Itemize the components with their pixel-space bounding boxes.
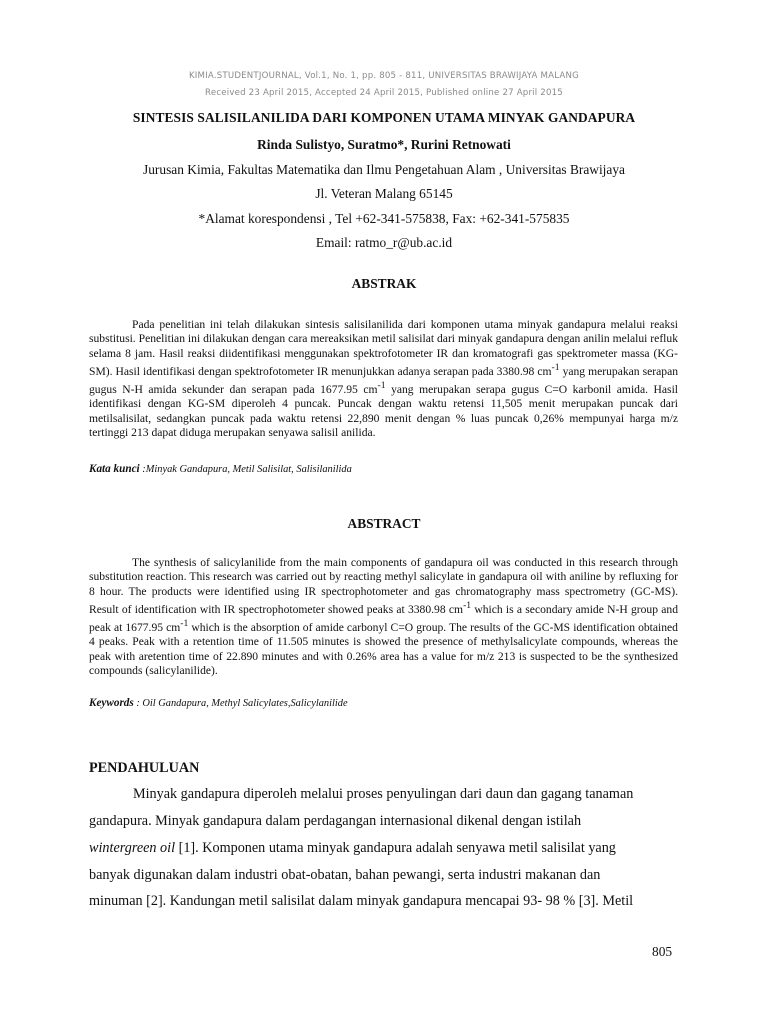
- abstract-text-2: which is a secondary amide N-H group and peak at 1677.95 cm: [89, 602, 678, 634]
- intro-line-3-text: [1]. Komponen utama minyak gandapura adalah senyawa metil salisilat yang: [175, 840, 616, 856]
- intro-line-3: [89, 835, 678, 862]
- kata-kunci-label: Kata kunci: [89, 463, 140, 475]
- correspondence-email: Email: ratmo_r@ub.ac.id: [315, 235, 453, 250]
- abstract-superscript-1: -1: [463, 599, 472, 611]
- abstract-superscript-2: -1: [180, 618, 189, 630]
- intro-line-1-text: Minyak gandapura diperoleh melalui proses penyulingan dari daun dan gagang tanaman: [133, 786, 634, 802]
- journal-header-line: KIMIA.STUDENTJOURNAL, Vol.1, No. 1, pp. 805 - 811, UNIVERSITAS BRAWIJAYA MALANG: [188, 71, 580, 81]
- intro-line-4: banyak digunakan dalam industri obat-obatan, bahan pewangi, serta industri makanan dan: [89, 867, 601, 883]
- abstract-text-3: which is the absorption of amide carbonyl C=O group. The results of the GC-MS identification obtained 4 peaks. Peak with a retention time of 11.505 minutes is showed the presence of methylsalicylate compounds, whereas the peak with aretention time of 22.890 minutes and with 0.26% area has a value for m/z 213 is suspected to be the synthesized compounds (salicylanilide).: [89, 620, 678, 677]
- kata-kunci-text: :Minyak Gandapura, Metil Salisilat, Salisilanilida: [139, 464, 352, 475]
- correspondence-contact: *Alamat korespondensi , Tel +62-341-575838, Fax: +62-341-575835: [198, 211, 570, 226]
- keywords: [89, 697, 678, 709]
- keywords-text: : Oil Gandapura, Methyl Salicylates,Salicylanilide: [133, 698, 348, 709]
- abstrak-text-2: yang merupakan serapan gugus N-H amida sekunder dan serapan pada 1677.95 cm: [89, 364, 679, 396]
- intro-line-5: minuman [2]. Kandungan metil salisilat dalam minyak gandapura mencapai 93- 98 % [3]. Metil: [89, 893, 634, 909]
- intro-italic-term: wintergreen oil: [89, 840, 176, 856]
- abstrak-superscript-2: -1: [377, 380, 386, 392]
- paper-title: SINTESIS SALISILANILIDA DARI KOMPONEN UTAMA MINYAK GANDAPURA: [132, 110, 636, 125]
- abstrak-text-1: Pada penelitian ini telah dilakukan sintesis salisilanilida dari komponen utama minyak gandapura melalui reaksi substitusi. Penelitian ini dilakukan dengan cara mereaksikan metil salisilat dari minyak gandapura dengan anilin melalui refluk selama 8 jam. Hasil reaksi diidentifikasi menggunakan spektrofotometer IR dan kromatografi gas spektrometer massa (KG-SM). Hasil identifikasi dengan spektrofotometer IR menunjukkan adanya serapan pada 3380.98 cm: [89, 318, 678, 378]
- abstrak-heading: ABSTRAK: [351, 276, 417, 291]
- affiliation-department: Jurusan Kimia, Fakultas Matematika dan Ilmu Pengetahuan Alam , Universitas Brawijaya: [143, 162, 625, 177]
- page-number: 805: [652, 944, 673, 959]
- abstract-body: [89, 556, 678, 678]
- abstrak-superscript-1: -1: [551, 361, 560, 373]
- abstrak-body: [89, 318, 678, 440]
- abstrak-text-3: yang merupakan serapa gugus C=O karbonil amida. Hasil identifikasi dengan KG-SM diperoleh 4 puncak. Puncak dengan waktu retensi 11,505 menit merupakan puncak dari metilsalisilat, sedangkan puncak pada waktu retensi 22,890 menit dengan % luas puncak 0,26% mempunyai harga m/z tertinggi 213 dapat diduga merupakan senyawa salisil anilida.: [89, 382, 679, 439]
- affiliation-address: Jl. Veteran Malang 65145: [315, 186, 453, 201]
- received-dates-line: Received 23 April 2015, Accepted 24 April 2015, Published online 27 April 2015: [205, 88, 563, 98]
- abstract-text-1: The synthesis of salicylanilide from the main components of gandapura oil was conducted in this research through substitution reaction. This research was carried out by reacting methyl salicylate in gandapura oil with aniline by refluxing for 8 hour. The products were identified using IR spectrophotometer and gas chromatography mass spectrometry (GC-MS). Result of identification with IR spectrophotometer showed peaks at 3380.98 cm: [89, 556, 678, 616]
- kata-kunci: [89, 463, 678, 475]
- abstract-heading: ABSTRACT: [347, 516, 421, 531]
- author-list: Rinda Sulistyo, Suratmo*, Rurini Retnowati: [257, 137, 511, 152]
- intro-line-2: gandapura. Minyak gandapura dalam perdagangan internasional dikenal dengan istilah: [89, 813, 582, 829]
- pendahuluan-heading: PENDAHULUAN: [89, 760, 200, 776]
- keywords-label: Keywords: [89, 697, 134, 709]
- intro-line-1: [89, 781, 678, 808]
